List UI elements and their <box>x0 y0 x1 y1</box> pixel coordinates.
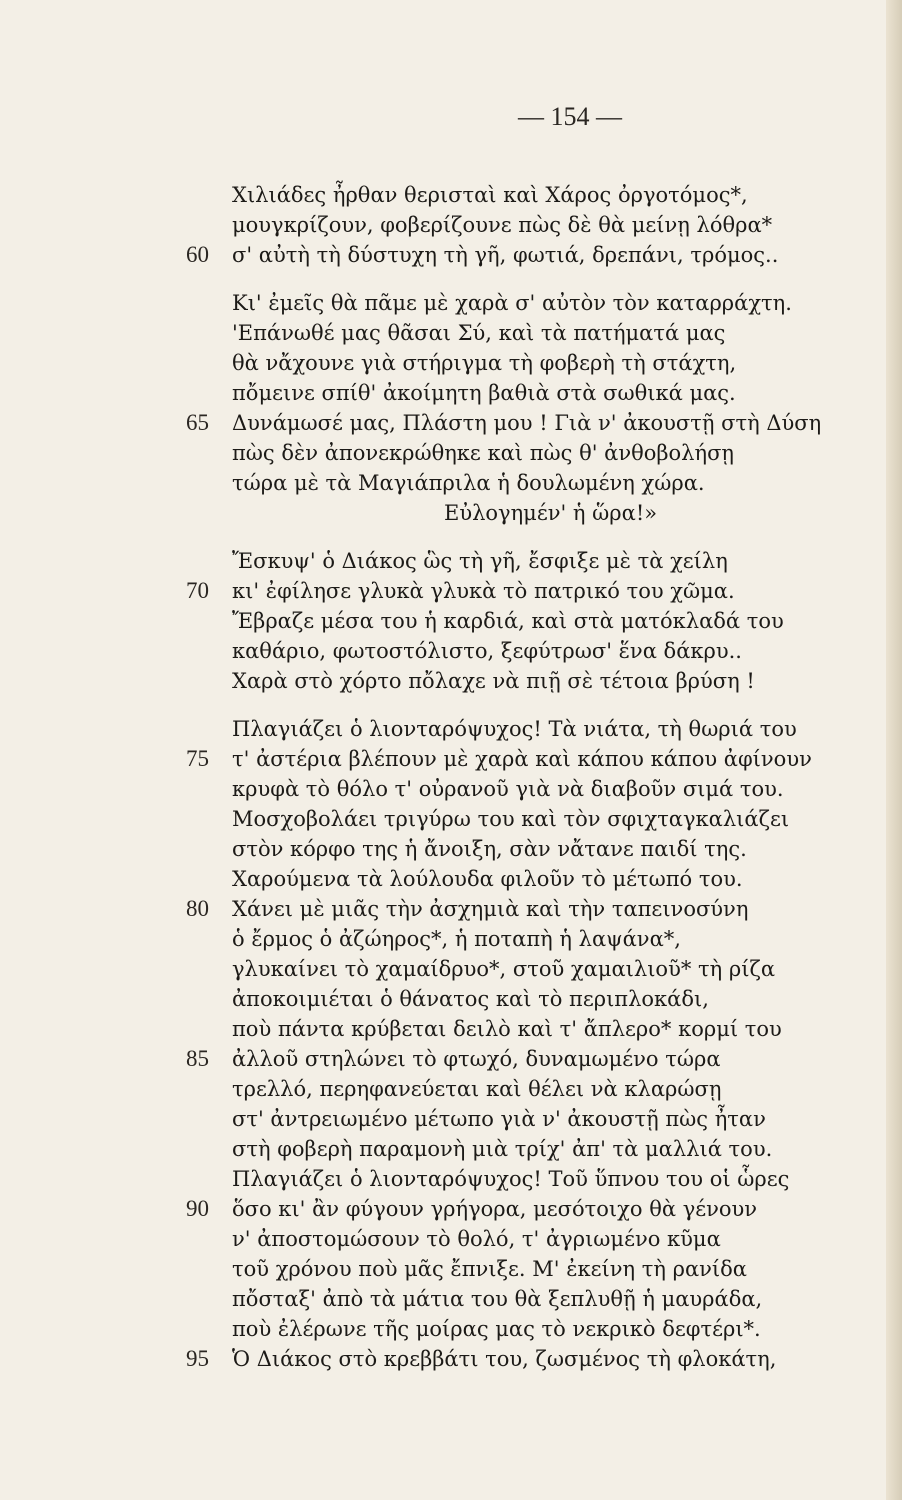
poem-line: καθάριο, φωτοστόλιστο, ξεφύτρωσ' ἕνα δάκρυ.. <box>232 639 742 663</box>
poem-line: τοῦ χρόνου ποὺ μᾶς ἔπνιξε. Μ' ἐκείνη τὴ ρανίδα <box>232 1257 747 1281</box>
line-number: 80 <box>186 896 209 921</box>
poem-line: Εὐλογημέν' ἡ ὥρα!» <box>444 501 658 525</box>
poem-line: Κι' ἐμεῖς θὰ πᾶμε μὲ χαρὰ σ' αὐτὸν τὸν καταρράχτη. <box>232 291 792 315</box>
poem-line: Χιλιάδες ἦρθαν θερισταὶ καὶ Χάρος ὀργοτόμος*, <box>232 183 748 207</box>
poem-line: στὸν κόρφο της ἡ ἄνοιξη, σὰν νἄτανε παιδί της. <box>232 837 747 861</box>
poem-line: Πλαγιάζει ὁ λιονταρόψυχος! Τὰ νιάτα, τὴ θωριά του <box>232 717 797 741</box>
poem-line: Χαρὰ στὸ χόρτο πὄλαχε νὰ πιῇ σὲ τέτοια βρύση ! <box>232 669 755 693</box>
poem-line: 'Επάνωθέ μας θᾶσαι Σύ, καὶ τὰ πατήματά μας <box>232 321 726 345</box>
poem-line: Μοσχοβολάει τριγύρω του καὶ τὸν σφιχταγκαλιάζει <box>232 807 790 831</box>
poem-line: ἀλλοῦ στηλώνει τὸ φτωχό, δυναμωμένο τώρα <box>232 1047 721 1071</box>
poem-line: Δυνάμωσέ μας, Πλάστη μου ! Γιὰ ν' ἀκουστῇ στὴ Δύση <box>232 411 822 435</box>
poem-line: Πλαγιάζει ὁ λιονταρόψυχος! Τοῦ ὕπνου του οἱ ὧρες <box>232 1167 790 1191</box>
poem-line: ποὺ πάντα κρύβεται δειλὸ καὶ τ' ἄπλερο* κορμί του <box>232 1017 782 1041</box>
line-number: 85 <box>186 1046 209 1071</box>
poem-line: κρυφὰ τὸ θόλο τ' οὐρανοῦ γιὰ νὰ διαβοῦν σιμά του. <box>232 777 784 801</box>
poem-line: Ἔσκυψ' ὁ Διάκος ὣς τὴ γῆ, ἔσφιξε μὲ τὰ χείλη <box>232 549 728 573</box>
page-number: — 154 — <box>518 102 622 131</box>
poem-line: τρελλό, περηφανεύεται καὶ θέλει νὰ κλαρώσῃ <box>232 1077 722 1101</box>
poem-line: μουγκρίζουν, φοβερίζουνε πὼς δὲ θὰ μείνῃ λόθρα* <box>232 213 773 237</box>
poem-line: ὅσο κι' ἂν φύγουν γρήγορα, μεσότοιχο θὰ γένουν <box>232 1197 758 1221</box>
poem-line: ὁ ἔρμος ὁ ἀζώηρος*, ἡ ποταπὴ ἡ λαψάνα*, <box>232 927 681 951</box>
poem-line: Χαρούμενα τὰ λούλουδα φιλοῦν τὸ μέτωπό του. <box>232 867 743 891</box>
line-number: 70 <box>186 578 209 603</box>
poem-line: τώρα μὲ τὰ Μαγιάπριλα ἡ δουλωμένη χώρα. <box>232 471 705 495</box>
poem-line: θὰ νἄχουνε γιὰ στήριγμα τὴ φοβερὴ τὴ στάχτη, <box>232 351 737 375</box>
poem-line: τ' ἀστέρια βλέπουν μὲ χαρὰ καὶ κάπου κάπου ἀφίνουν <box>232 747 812 771</box>
poem-line: στ' ἀντρειωμένο μέτωπο γιὰ ν' ἀκουστῇ πὼς ἦταν <box>232 1107 766 1131</box>
poem-line: πὼς δὲν ἀπονεκρώθηκε καὶ πὼς θ' ἀνθοβολήσῃ <box>232 441 734 465</box>
poem-line: γλυκαίνει τὸ χαμαίδρυο*, στοῦ χαμαιλιοῦ* τὴ ρίζα <box>232 957 776 981</box>
poem-line: ν' ἀποστομώσουν τὸ θολό, τ' ἀγριωμένο κῦμα <box>232 1227 721 1251</box>
poem-line: στὴ φοβερὴ παραμονὴ μιὰ τρίχ' ἀπ' τὰ μαλλιά του. <box>232 1137 773 1161</box>
poem-line: πὄμεινε σπίθ' ἀκοίμητη βαθιὰ στὰ σωθικά μας. <box>232 381 736 405</box>
line-number: 90 <box>186 1196 209 1221</box>
poem-line: πὄσταξ' ἀπὸ τὰ μάτια του θὰ ξεπλυθῇ ἡ μαυράδα, <box>232 1287 763 1311</box>
line-number: 65 <box>186 410 209 435</box>
line-number: 75 <box>186 746 209 771</box>
poem-line: Ἔβραζε μέσα του ἡ καρδιά, καὶ στὰ ματόκλαδά του <box>232 609 784 633</box>
poem-line: Χάνει μὲ μιᾶς τὴν ἀσχημιὰ καὶ τὴν ταπεινοσύνη <box>232 897 749 921</box>
poem-line: κι' ἐφίλησε γλυκὰ γλυκὰ τὸ πατρικό του χῶμα. <box>232 579 735 603</box>
line-number: 95 <box>186 1346 209 1371</box>
poem-line: Ὁ Διάκος στὸ κρεββάτι του, ζωσμένος τὴ φλοκάτη, <box>232 1347 777 1371</box>
poem-line: ἀποκοιμιέται ὁ θάνατος καὶ τὸ περιπλοκάδι, <box>232 987 709 1011</box>
poem-line: ποὺ ἐλέρωνε τῆς μοίρας μας τὸ νεκρικὸ δεφτέρι*. <box>232 1317 761 1341</box>
poem-line: σ' αὐτὴ τὴ δύστυχη τὴ γῆ, φωτιά, δρεπάνι, τρόμος.. <box>232 243 779 267</box>
line-number: 60 <box>186 242 209 267</box>
